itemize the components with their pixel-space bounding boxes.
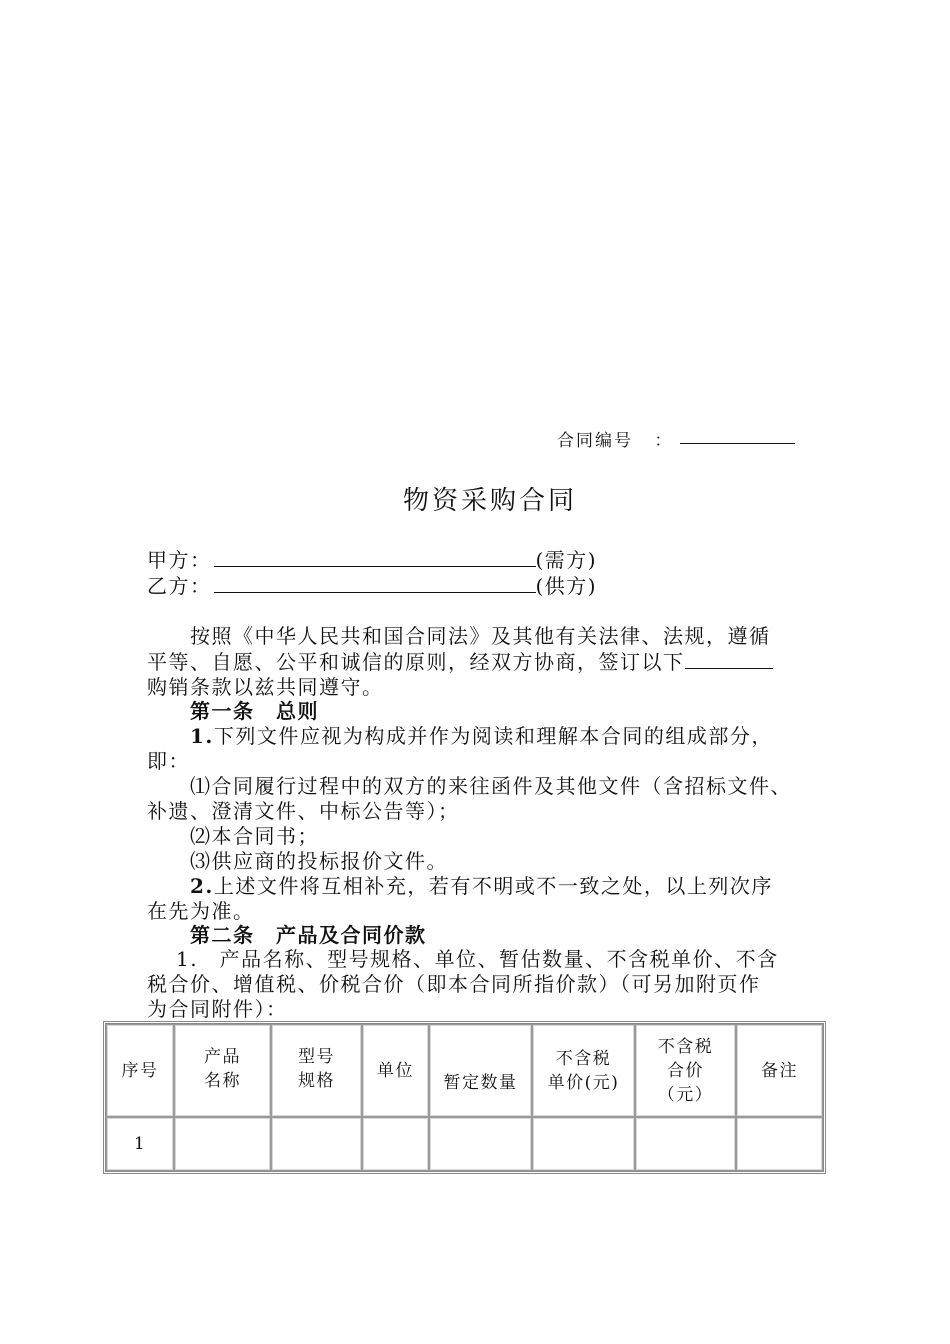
intro-blank-field[interactable] (685, 650, 773, 669)
article-1-p2-text: 上述文件将互相补充，若有不明或不一致之处，以上列次序 (213, 874, 773, 898)
row-product-name-cell[interactable] (174, 1117, 271, 1171)
article-1-p2-line-2: 在先为准。 (147, 899, 255, 923)
article-1-item-2-num: ⑵ (190, 824, 212, 848)
intro-line-3: 购销条款以兹共同遵守。 (147, 675, 384, 699)
intro-line-1: 按照《中华人民共和国合同法》及其他有关法律、法规，遵循 (190, 624, 771, 648)
intro-line-2-text: 平等、自愿、公平和诚信的原则，经双方协商，签订以下 (147, 650, 685, 674)
article-2-p1-line-2: 税合价、增值税、价税合价（即本合同所指价款）（可另加附页作 (147, 972, 761, 996)
article-1-item-1-line-1 (190, 774, 792, 798)
article-1-item-1-num: ⑴ (190, 774, 212, 798)
header-total-price-line-3: （元） (657, 1084, 714, 1105)
party-a-suffix: (需方) (535, 548, 598, 572)
header-unit-price-line-1: 不含税 (555, 1048, 612, 1069)
article-1-p1-text: 下列文件应视为构成并作为阅读和理解本合同的组成部分， (213, 724, 773, 748)
row-unit-price-cell[interactable] (532, 1117, 635, 1171)
header-unit (362, 1024, 429, 1117)
article-2-p1-line-1: 1. 产品名称、型号规格、单位、暂估数量、不含税单价、不含 (176, 947, 779, 971)
header-model-spec (271, 1024, 362, 1117)
row-unit-cell[interactable] (362, 1117, 429, 1171)
header-unit-price (532, 1024, 635, 1117)
header-model-spec-line-1: 型号 (298, 1047, 335, 1067)
party-b-row (147, 574, 597, 598)
product-table (103, 1021, 826, 1174)
row-remarks-cell[interactable] (736, 1117, 823, 1171)
row-model-spec-cell[interactable] (271, 1117, 362, 1171)
header-remarks (736, 1024, 823, 1117)
article-1-item-3-num: ⑶ (190, 849, 212, 873)
header-unit-label: 单位 (377, 1061, 414, 1081)
article-1-item-3 (190, 849, 448, 873)
article-1-p1-num: 1. (190, 724, 214, 748)
header-total-price (635, 1024, 736, 1117)
header-product-name (174, 1024, 271, 1117)
header-remarks-label: 备注 (761, 1060, 798, 1081)
header-total-price-line-2: 合价 (667, 1060, 704, 1081)
contract-number-colon: ： (654, 431, 674, 451)
header-estimated-qty (429, 1024, 532, 1117)
table-header-row (106, 1024, 823, 1117)
article-1-p1-line-1 (190, 724, 773, 748)
article-1-p1-line-2: 即： (147, 749, 190, 773)
article-1-item-2-text: 本合同书； (211, 824, 319, 848)
article-1-item-2 (190, 824, 319, 848)
intro-line-2 (147, 650, 773, 674)
article-1-p2-num: 2. (190, 874, 214, 898)
article-1-item-3-text: 供应商的投标报价文件。 (211, 849, 448, 873)
article-2-p1-line-3: 为合同附件）： (147, 997, 288, 1021)
row-seq-cell (106, 1117, 174, 1171)
header-model-spec-line-2: 规格 (298, 1071, 335, 1091)
header-seq (106, 1024, 174, 1117)
header-seq-label: 序号 (121, 1060, 159, 1081)
header-unit-price-line-2: 单价(元) (547, 1072, 620, 1093)
row-estimated-qty-cell[interactable] (429, 1117, 532, 1171)
party-a-row (147, 548, 597, 572)
article-1-p2-line-1 (190, 874, 773, 898)
table-row (106, 1117, 823, 1171)
party-a-label: 甲方： (147, 548, 212, 572)
party-b-suffix: (供方) (535, 574, 598, 598)
party-a-field[interactable] (214, 548, 536, 567)
contract-number-field[interactable] (680, 425, 795, 444)
row-total-price-cell[interactable] (635, 1117, 736, 1171)
article-1-item-1-line-2: 补遗、澄清文件、中标公告等）； (147, 799, 460, 823)
header-product-name-line-1: 产品 (204, 1047, 241, 1067)
contract-number-row (557, 426, 673, 451)
header-total-price-line-1: 不含税 (657, 1036, 714, 1057)
header-product-name-line-2: 名称 (204, 1071, 241, 1091)
contract-number-label: 合同编号 (557, 431, 633, 451)
row-seq: 1 (133, 1134, 147, 1155)
page-title: 物资采购合同 (402, 486, 577, 516)
article-2-heading: 第二条 产品及合同价款 (190, 923, 427, 947)
party-b-label: 乙方： (147, 574, 212, 598)
article-1-heading: 第一条 总则 (190, 699, 319, 723)
party-b-field[interactable] (214, 574, 536, 593)
article-1-item-1-text: 合同履行过程中的双方的来往函件及其他文件（含招标文件、 (211, 774, 792, 798)
header-estimated-qty-label: 暂定数量 (443, 1073, 518, 1093)
